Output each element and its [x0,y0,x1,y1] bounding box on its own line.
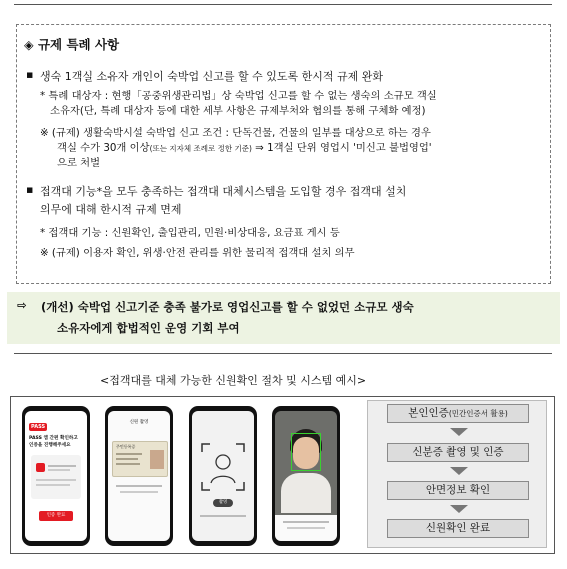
text-line [116,453,142,455]
phone-screen [25,411,87,541]
scan-frame [201,443,245,491]
capture-button[interactable]: 촬영 [213,499,233,507]
section-title: ◈ 규제 특례 사항 [24,37,120,52]
text-line [200,515,246,517]
step-3-main: 안면정보 확인 [425,484,491,496]
text-line [36,484,70,486]
phone-id-capture [105,406,173,546]
item1-note2-line3: 으로 처벌 [57,157,101,169]
item2-bullet: ▪ [26,183,34,196]
step-4-main: 신원확인 완료 [425,522,491,534]
down-arrow-icon [450,467,468,475]
step-2 [387,443,529,462]
text-line [120,491,158,493]
item2-note1: * 접객대 기능 : 신원확인, 출입관리, 민원·비상대응, 요금표 게시 등 [40,227,340,239]
item1-note1-line1: * 특례 대상자 : 현행「공중위생관리법」상 숙박업 신고를 할 수 없는 생숙의 소규모 객실 [40,90,437,102]
pass-icon [36,463,45,472]
text-line [48,469,70,471]
phone-screen [108,411,170,541]
improvement-arrow-icon: ⇨ [17,298,27,312]
pass-confirm-button[interactable]: 인증 완료 [39,511,73,521]
item1-bullet: ▪ [26,68,34,81]
pass-heading-line1: PASS 앱 간편 확인하고 [29,436,78,441]
phone-screen [192,411,254,541]
improvement-line2: 소유자에게 합법적인 운영 기회 부여 [57,321,240,335]
improvement-line1: (개선) 숙박업 신고기준 충족 불가로 영업신고를 할 수 없었던 소규모 생숙 [41,300,414,314]
phone-face-scan [189,406,257,546]
note2-text-b: ⇒ 1객실 단위 영업시 '미신고 불법영업' [255,142,432,154]
step-2-main: 신분증 촬영 및 인증 [412,446,504,458]
item2-note2: ※ (규제) 이용자 확인, 위생·안전 관리를 위한 물리적 접객대 설치 의무 [40,247,355,259]
text-line [116,458,138,460]
screen-header: 신원 촬영 [129,420,149,425]
pass-logo: PASS [31,424,46,430]
text-line [287,527,325,529]
item2-line2: 의무에 대해 한시적 규제 면제 [40,203,182,216]
item1-text: 생숙 1객실 소유자 개인이 숙박업 신고를 할 수 있도록 한시적 규제 완화 [40,70,383,83]
note2-text-a: 객실 수가 30개 이상 [57,142,150,154]
down-arrow-icon [450,505,468,513]
item1-note2-line1: ※ (규제) 생활숙박시설 숙박업 신고 조건 : 단독건물, 건물의 일부를 대상으로 하는 경우 [40,127,431,139]
pass-illustration [31,455,81,499]
top-rule [14,4,552,5]
pass-heading-line2: 인증을 진행해주세요 [29,443,71,448]
item1-note2-line2 [57,139,432,154]
text-line [48,465,76,467]
phone-face-verify [272,406,340,546]
item2-line1: 접객대 기능*을 모두 충족하는 접객대 대체시스템을 도입할 경우 접객대 설치 [40,185,407,198]
id-card-title: 주민등록증 [116,444,136,449]
text-line [36,479,76,481]
person-body [281,473,331,513]
id-photo [150,450,164,469]
phone-screen [275,411,337,541]
item1-note1-line2: 소유자(단, 특례 대상자 등에 대한 세부 사항은 규제부처와 협의를 통해 구체화 예정) [50,105,426,117]
id-card [112,441,168,477]
step-1-sub: (민간인증서 활용) [448,409,508,418]
figure-caption: <접객대를 대체 가능한 신원확인 절차 및 시스템 예시> [100,374,367,387]
step-1-main: 본인인증 [408,407,449,419]
step-4 [387,519,529,538]
face-detect-frame [291,433,321,471]
face-outline-icon [201,443,245,491]
step-3 [387,481,529,500]
text-line [283,521,329,523]
step-1 [387,404,529,423]
middle-rule [14,353,552,354]
text-line [116,485,162,487]
down-arrow-icon [450,428,468,436]
note2-small-text: (또는 지자체 조례로 정한 기준) [149,144,252,153]
phone-pass-auth [22,406,90,546]
text-line [116,463,140,465]
